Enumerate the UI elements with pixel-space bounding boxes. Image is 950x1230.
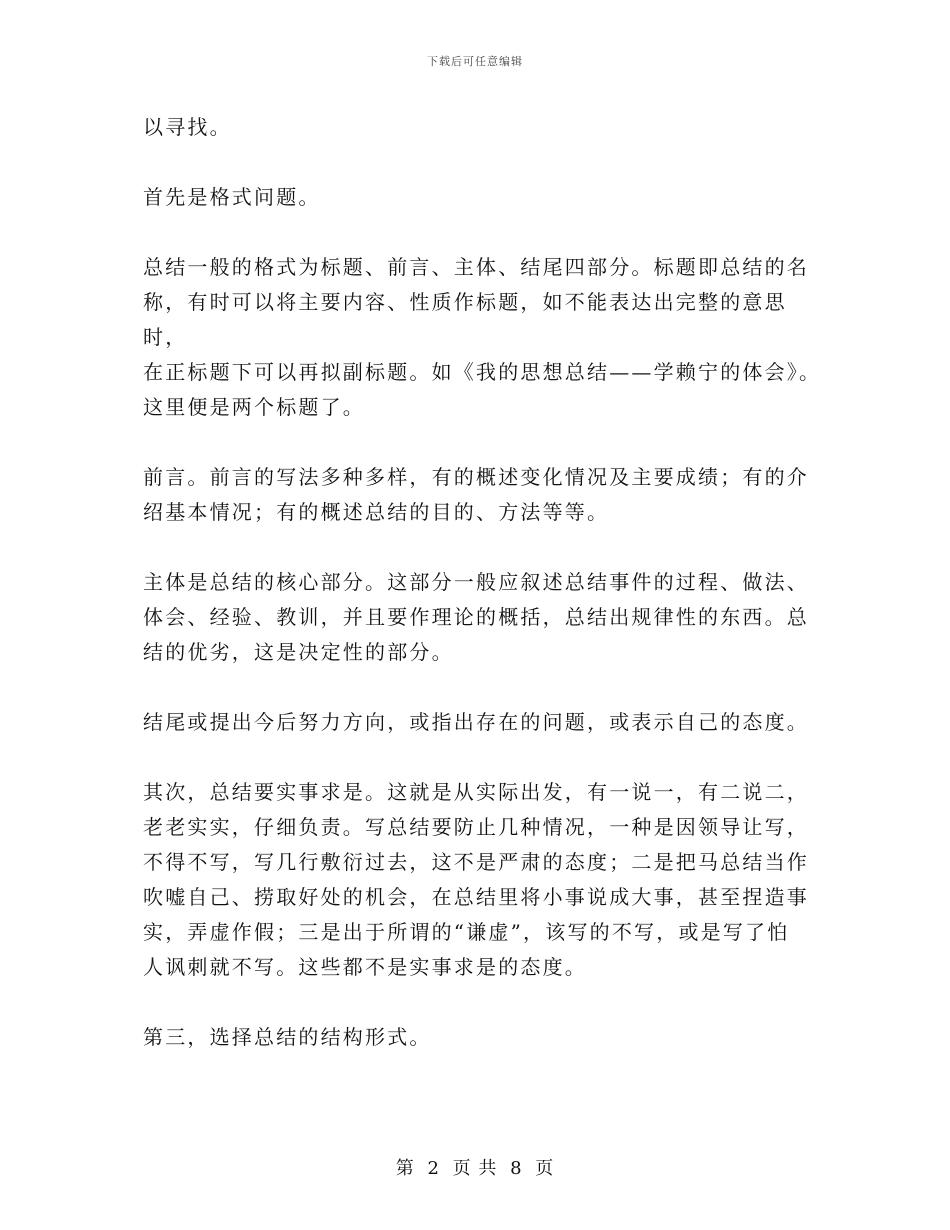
paragraph: 首先是格式问题。 — [143, 185, 321, 209]
paragraph: 结尾或提出今后努力方向，或指出存在的问题，或表示自己的态度。 — [143, 710, 809, 734]
paragraph: 以寻找。 — [143, 115, 232, 139]
paragraph: 主体是总结的核心部分。这部分一般应叙述总结事件的过程、做法、 体会、经验、教训，并且要作理论的概括，总结出规律性的东西。总 结的优劣，这是决定性的部分。 — [143, 570, 809, 664]
paragraph: 总结一般的格式为标题、前言、主体、结尾四部分。标题即总结的名 称，有时可以将主要内容、性质作标题，如不能表达出完整的意思时， 在正标题下可以再拟副标题。如《我的思想总结——学赖宁的体会》。 这里便是两个标题了。 — [143, 255, 822, 419]
footer-suffix: 页 — [535, 1158, 555, 1179]
paragraph: 第三，选择总结的结构形式。 — [143, 1025, 432, 1049]
paragraph: 其次，总结要实事求是。这就是从实际出发，有一说一，有二说二， 老老实实，仔细负责。写总结要防止几种情况，一种是因领导让写， 不得不写，写几行敷衍过去，这不是严肃的态度；二是把马总结当作 吹嘘自己、捞取好处的机会，在总结里将小事说成大事，甚至捏造事 实，弄虚作假；三是出于所谓的“谦虚”，该写的不写，或是写了怕 人讽刺就不写。这些都不是实事求是的态度。 — [143, 780, 809, 979]
paragraph: 前言。前言的写法多种多样，有的概述变化情况及主要成绩；有的介 绍基本情况；有的概述总结的目的、方法等等。 — [143, 465, 809, 524]
total-pages-number: 8 — [510, 1158, 523, 1179]
document-body — [143, 110, 823, 1090]
current-page-number: 2 — [427, 1158, 440, 1179]
page-header: 下载后可任意编辑 — [427, 55, 523, 68]
page-footer — [0, 1154, 950, 1180]
footer-mid: 页 共 — [452, 1158, 498, 1179]
footer-prefix: 第 — [395, 1158, 415, 1179]
